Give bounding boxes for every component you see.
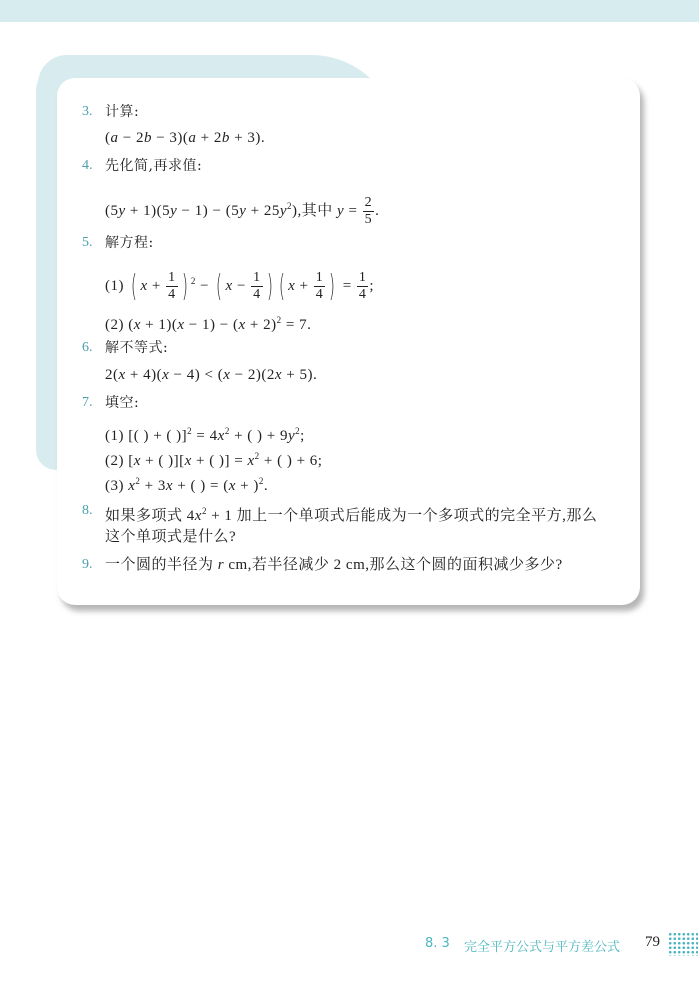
- denominator: 4: [253, 287, 261, 302]
- variable: x: [288, 277, 296, 294]
- variable: x: [133, 453, 141, 469]
- text-run: ;: [369, 277, 375, 294]
- problem-expression: [105, 527, 236, 547]
- problem-expression: [105, 310, 311, 335]
- problem-number: 8.: [82, 503, 93, 518]
- big-paren: ): [329, 268, 336, 304]
- variable: a: [110, 130, 119, 146]
- exponent: 2: [187, 426, 193, 436]
- numerator: 1: [358, 270, 367, 285]
- text-run: ;: [300, 428, 305, 444]
- variable: b: [221, 130, 230, 146]
- text-run: 解不等式:: [105, 340, 169, 356]
- problem-number: 9.: [82, 557, 93, 572]
- exponent: 2: [295, 426, 301, 436]
- problem-number: 3.: [82, 104, 93, 119]
- text-run: +: [147, 277, 166, 294]
- text-run: − 2)(2: [230, 367, 275, 383]
- text-run: + 1)(5: [125, 202, 171, 219]
- variable: x: [184, 453, 192, 469]
- problem-text: [105, 555, 563, 575]
- variable: x: [140, 277, 148, 294]
- fraction: [251, 270, 263, 303]
- text-run: .: [375, 202, 380, 219]
- fraction: [363, 195, 375, 228]
- variable: x: [225, 277, 233, 294]
- problem-number: 7.: [82, 395, 93, 410]
- text-run: 这个单项式是什么?: [105, 529, 237, 545]
- text-run: − 2: [118, 130, 144, 146]
- text-run: + 1 加上一个单项式后能成为一个多项式的完全平方,那么: [206, 508, 598, 524]
- variable: x: [247, 453, 255, 469]
- problem-expression: [105, 365, 317, 385]
- variable: x: [177, 317, 185, 333]
- problem-text: [105, 233, 154, 253]
- text-run: (1) [( ) + ( )]: [105, 428, 188, 444]
- problem-expression: [105, 195, 379, 228]
- numerator: 1: [168, 270, 176, 285]
- variable: x: [274, 367, 283, 383]
- text-run: + 25: [246, 202, 280, 219]
- variable: b: [143, 130, 152, 146]
- exponent: 2: [258, 476, 264, 486]
- problem-expression: [105, 421, 305, 446]
- numerator: 1: [253, 270, 261, 285]
- text-run: (: [105, 130, 111, 146]
- problem-number: 4.: [82, 158, 93, 173]
- text-run: cm,若半径减少 2 cm,那么这个圆的面积减少多少?: [224, 557, 563, 573]
- problem-expression: [105, 128, 265, 148]
- variable: y: [337, 202, 345, 219]
- text-run: 先化简,再求值:: [105, 158, 203, 174]
- variable: x: [133, 317, 141, 333]
- variable: y: [287, 428, 296, 444]
- variable: x: [118, 367, 126, 383]
- variable: x: [194, 508, 202, 524]
- exponent: 2: [276, 315, 282, 325]
- variable: x: [162, 367, 170, 383]
- numerator: 1: [315, 270, 324, 285]
- variable: x: [228, 478, 236, 494]
- text-run: + ( ) = (: [173, 478, 229, 494]
- text-run: 计算:: [105, 104, 140, 120]
- text-run: + 3: [140, 478, 166, 494]
- big-paren: (: [278, 268, 286, 304]
- problem-text: [105, 501, 597, 526]
- problem-expression: [105, 446, 322, 471]
- text-run: + 3).: [229, 130, 266, 146]
- text-run: + 4)(: [125, 367, 163, 383]
- text-run: + ( )][: [140, 453, 185, 469]
- footer-section-number: 8. 3: [425, 936, 450, 951]
- text-run: = 4: [192, 428, 218, 444]
- page-number: 79: [645, 934, 660, 950]
- text-run: (5: [105, 202, 119, 219]
- text-run: 解方程:: [105, 235, 154, 251]
- variable: x: [217, 428, 225, 444]
- denominator: 4: [168, 287, 176, 302]
- variable: x: [165, 478, 174, 494]
- fraction: [314, 270, 326, 303]
- text-run: + 5).: [282, 367, 318, 383]
- exponent: 2: [287, 200, 293, 211]
- text-run: − 3)(: [151, 130, 189, 146]
- text-run: = 7.: [281, 317, 312, 333]
- text-run: (2) (: [105, 317, 134, 333]
- text-run: (3): [105, 478, 129, 494]
- variable: r: [217, 557, 225, 573]
- problem-text: [105, 102, 139, 122]
- exponent: 2: [201, 506, 207, 516]
- problem-number: 6.: [82, 340, 93, 355]
- text-run: (2) [: [105, 453, 134, 469]
- text-run: + ( ) + 6;: [259, 453, 323, 469]
- text-run: − 4) < (: [169, 367, 224, 383]
- text-run: 填空:: [105, 395, 140, 411]
- problem-text: [105, 156, 202, 176]
- exponent: 2: [135, 476, 141, 486]
- variable: y: [239, 202, 247, 219]
- variable: y: [279, 202, 288, 219]
- top-band: [0, 0, 699, 22]
- text-run: + ( ) + 9: [229, 428, 288, 444]
- text-run: ),其中: [292, 202, 338, 219]
- text-run: +: [295, 277, 313, 294]
- exponent: 2: [254, 451, 260, 461]
- denominator: 4: [358, 287, 367, 302]
- text-run: + 2: [196, 130, 222, 146]
- big-paren: ): [266, 268, 273, 304]
- text-run: + ( )] =: [191, 453, 248, 469]
- big-paren: ): [181, 268, 188, 304]
- fraction: [166, 270, 178, 303]
- text-run: (1): [105, 277, 129, 294]
- big-paren: (: [131, 268, 138, 304]
- exponent: 2: [190, 275, 196, 286]
- text-run: − 1) − (: [184, 317, 239, 333]
- text-run: + 2): [245, 317, 277, 333]
- text-run: =: [338, 277, 356, 294]
- variable: x: [128, 478, 136, 494]
- problem-text: [105, 338, 168, 358]
- text-run: =: [344, 202, 362, 219]
- exponent: 2: [224, 426, 230, 436]
- text-run: − 1) − (5: [177, 202, 240, 219]
- variable: a: [188, 130, 197, 146]
- text-run: + 1)(: [140, 317, 178, 333]
- text-run: + ): [235, 478, 259, 494]
- problem-expression: [105, 270, 374, 303]
- problem-number: 5.: [82, 235, 93, 250]
- text-run: −: [232, 277, 251, 294]
- variable: y: [170, 202, 178, 219]
- text-run: 2(: [105, 367, 119, 383]
- footer-section-title: 完全平方公式与平方差公式: [464, 940, 621, 955]
- text-run: 如果多项式 4: [105, 508, 195, 524]
- text-run: .: [263, 478, 269, 494]
- text-run: 一个圆的半径为: [105, 557, 218, 573]
- variable: x: [238, 317, 246, 333]
- numerator: 2: [364, 195, 373, 210]
- problem-text: [105, 393, 139, 413]
- variable: y: [118, 202, 126, 219]
- big-paren: (: [216, 268, 223, 304]
- denominator: 5: [364, 212, 373, 227]
- problem-expression: [105, 471, 268, 496]
- text-run: −: [195, 277, 214, 294]
- dots-decoration-icon: [668, 932, 698, 956]
- fraction: [357, 270, 369, 303]
- denominator: 4: [315, 287, 324, 302]
- variable: x: [223, 367, 231, 383]
